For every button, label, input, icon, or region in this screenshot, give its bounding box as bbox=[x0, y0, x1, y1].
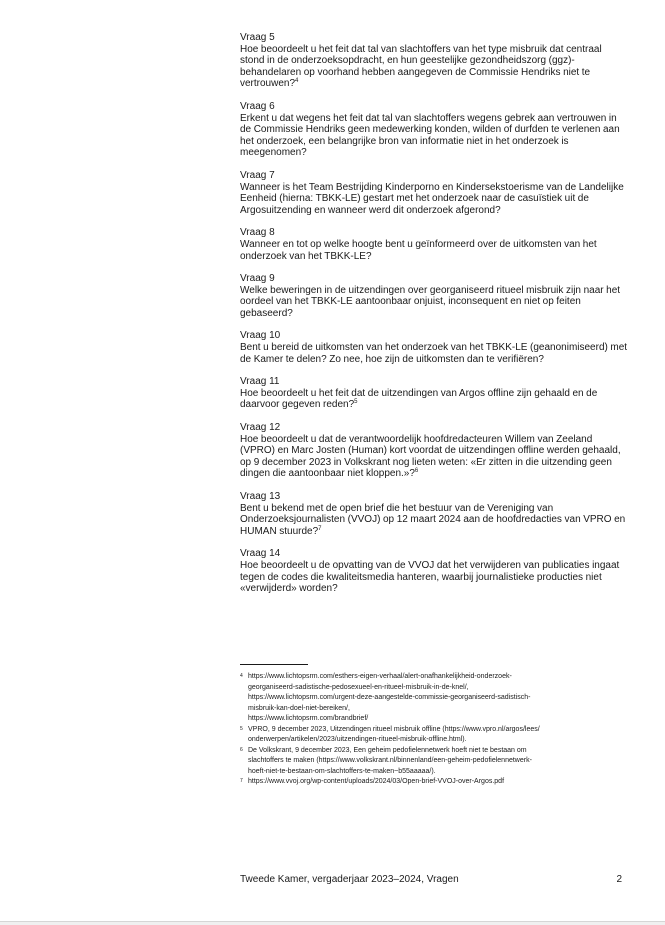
footnote-text: De Volkskrant, 9 december 2023, Een geheim pedofielennetwerk hoeft niet te bestaan om bbox=[248, 746, 527, 754]
question-10 bbox=[240, 330, 628, 365]
page-number: 2 bbox=[616, 874, 622, 885]
footnote-divider bbox=[240, 664, 308, 665]
footnote-link[interactable]: onderwerpen/artikelen/2023/uitzendingen-ritueel-misbruik-offline.html). bbox=[248, 736, 467, 743]
footnote-6 bbox=[240, 746, 628, 778]
footnote-number: 7 bbox=[240, 778, 243, 784]
footnote-reference: 7 bbox=[318, 525, 322, 532]
question-text: Welke beweringen in de uitzendingen over georganiseerd ritueel misbruik zijn naar het oordeel van het TBKK-LE aantoonbaar onjuist, inconsequent en niet op feiten gebaseerd? bbox=[240, 284, 621, 319]
question-text: Bent u bereid de uitkomsten van het onderzoek van het TBKK-LE (geanonimiseerd) met de Kamer te delen? Zo nee, hoe zijn de uitkomsten dan te verifiëren? bbox=[240, 342, 628, 365]
question-text: Hoe beoordeelt u het feit dat tal van slachtoffers van het type misbruik dat centraal stond in de onderzoeksopdracht, en hun geestelijke gezondheidszorg (ggz)-behandelaren op voorhand hebben aangegeven de Commissie Hendriks niet te vertrouwen?$^4$ bbox=[240, 43, 602, 90]
question-text: Wanneer is het Team Bestrijding Kinderporno en Kindersekstoerisme van de Landelijke Eenheid (hierna: TBKK-LE) gestart met het onderzoek naar de casuïstiek uit de Argosuitzending en wanneer werd dit onderzoek afgerond? bbox=[240, 181, 624, 216]
footer-title: Tweede Kamer, vergaderjaar 2023–2024, Vragen bbox=[240, 874, 459, 885]
footnote-link[interactable]: hoeft-niet-te-bestaan-om-slachtoffers-te-maken~b55aaaaa/). bbox=[248, 767, 436, 775]
footnotes-section bbox=[240, 672, 628, 788]
question-6 bbox=[240, 101, 628, 159]
question-label: Vraag 8 bbox=[240, 227, 275, 239]
footnote-link[interactable]: https://www.lichtopsrm.com/brandbrief/ bbox=[248, 715, 369, 722]
footnote-5 bbox=[240, 725, 628, 746]
question-text: Hoe beoordeelt u dat de verantwoordelijk hoofdredacteuren Willem van Zeeland (VPRO) en Marc Josten (Human) kort voordat de uitzendingen offline werden gehaald, op 9 december 2023 in Volkskrant nog lieten weten: «Er zitten in die uitzending geen dingen die aantoonbaar niet kloppen.»?$^6$ bbox=[240, 433, 621, 480]
question-12 bbox=[240, 422, 628, 480]
questions-section bbox=[240, 32, 628, 606]
question-text: Wanneer en tot op welke hoogte bent u geïnformeerd over de uitkomsten van het onderzoek van het TBKK-LE? bbox=[240, 238, 597, 262]
question-label: Vraag 12 bbox=[240, 422, 281, 434]
footnote-link[interactable]: https://www.vvoj.org/wp-content/uploads/2024/03/Open-brief-VVOJ-over-Argos.pdf bbox=[248, 778, 505, 785]
question-5 bbox=[240, 32, 628, 90]
footnote-reference: 5 bbox=[354, 399, 358, 406]
footnote-link[interactable]: georganiseerd-sadistische-pedosexueel-en-ritueel-misbruik-in-de-knel/, bbox=[248, 683, 469, 691]
question-text: Bent u bekend met de open brief die het bestuur van de Vereniging van Onderzoeksjournalisten (VVOJ) op 12 maart 2024 aan de hoofdredacties van VPRO en HUMAN stuurde?$^7$ bbox=[240, 502, 626, 537]
question-label: Vraag 7 bbox=[240, 169, 275, 181]
footnote-link[interactable]: misbruik-kan-doel-niet-bereiken/, bbox=[248, 704, 350, 712]
question-11 bbox=[240, 376, 628, 411]
question-label: Vraag 10 bbox=[240, 330, 281, 342]
footnote-link[interactable]: https://www.lichtopsrm.com/urgent-deze-aangestelde-commissie-georganiseerd-sadistisch- bbox=[248, 694, 531, 701]
question-text: Hoe beoordeelt u de opvatting van de VVOJ dat het verwijderen van publicaties ingaat tegen de codes die kwaliteitsmedia hanteren, waarbij journalistieke producties niet «verwijderd» worden? bbox=[240, 559, 620, 595]
question-13 bbox=[240, 491, 628, 537]
question-text: Erkent u dat wegens het feit dat tal van slachtoffers wegens gebrek aan vertrouwen in de Commissie Hendriks geen medewerking konden, wilden of durfden te verlenen aan het onderzoek, een belangrijke bron van informatie niet in het onderzoek is meegenomen? bbox=[240, 112, 620, 159]
question-text: Hoe beoordeelt u het feit dat de uitzendingen van Argos offline zijn gehaald en de daarvoor gegeven reden?$^5$ bbox=[240, 387, 598, 411]
footnote-number: 4 bbox=[240, 673, 243, 679]
footnote-7 bbox=[240, 777, 628, 788]
question-9 bbox=[240, 273, 628, 319]
question-label: Vraag 5 bbox=[240, 32, 275, 43]
footnote-reference: 4 bbox=[295, 78, 299, 85]
question-7 bbox=[240, 170, 628, 216]
footnote-link[interactable]: https://www.lichtopsrm.com/esthers-eigen-verhaal/alert-onafhankelijkheid-onderzoek- bbox=[248, 673, 512, 680]
question-label: Vraag 9 bbox=[240, 273, 275, 285]
footnote-number: 6 bbox=[240, 746, 243, 753]
question-14 bbox=[240, 548, 628, 594]
question-label: Vraag 14 bbox=[240, 548, 281, 560]
footnote-4 bbox=[240, 672, 628, 725]
footnote-text: VPRO, 9 december 2023, Uitzendingen ritueel misbruik offline (https://www.vpro.nl/argos/lees/ bbox=[248, 725, 540, 733]
question-label: Vraag 6 bbox=[240, 100, 275, 112]
question-label: Vraag 13 bbox=[240, 491, 281, 502]
footnote-link[interactable]: slachtoffers te maken (https://www.volkskrant.nl/binnenland/een-geheim-pedofielennetwerk- bbox=[248, 757, 532, 764]
footnote-number: 5 bbox=[240, 725, 243, 732]
footnote-reference: 6 bbox=[414, 468, 419, 475]
question-label: Vraag 11 bbox=[240, 376, 280, 388]
question-8 bbox=[240, 227, 628, 262]
